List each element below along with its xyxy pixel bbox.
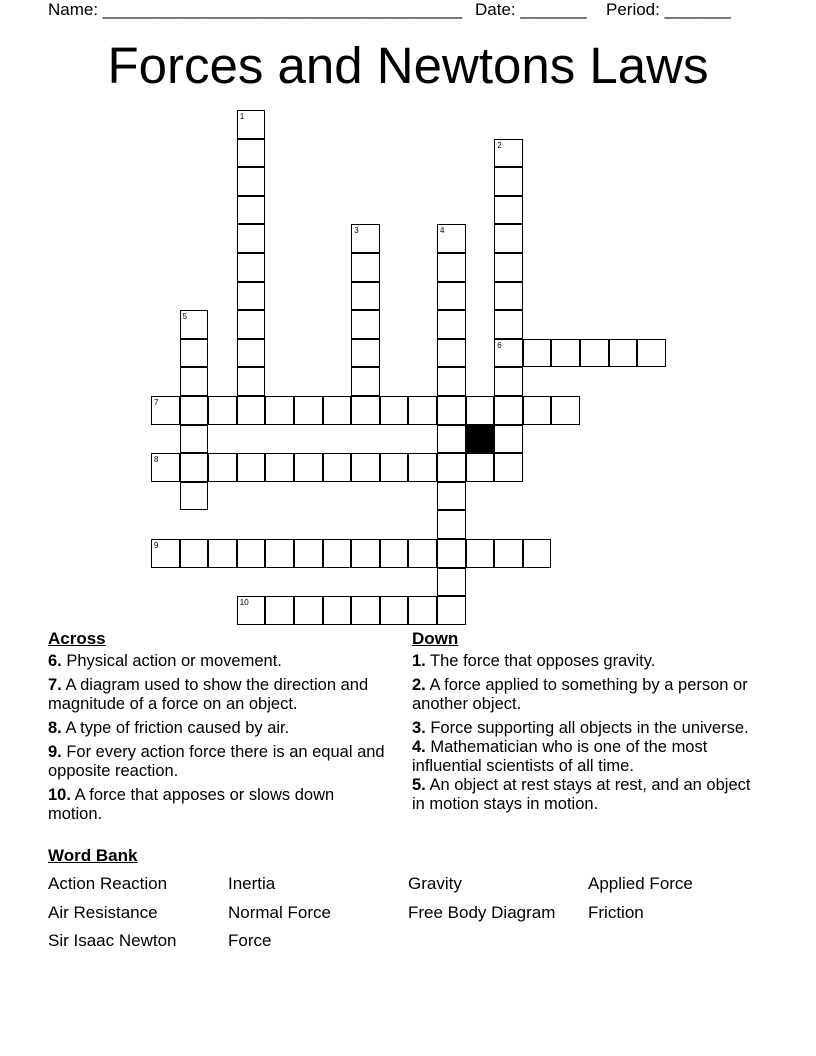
grid-cell[interactable] (180, 425, 209, 454)
grid-cell[interactable] (437, 539, 466, 568)
down-clue (412, 676, 762, 714)
grid-cell[interactable] (180, 367, 209, 396)
grid-cell[interactable] (437, 253, 466, 282)
clue-text: Force supporting all objects in the universe. (425, 719, 749, 737)
clue-text: A force that apposes or slows down motion. (48, 786, 335, 823)
grid-cell[interactable] (551, 396, 580, 425)
word-bank-item: Air Resistance (48, 903, 158, 922)
grid-cell[interactable] (208, 453, 237, 482)
grid-cell[interactable] (437, 339, 466, 368)
grid-cell[interactable] (237, 253, 266, 282)
grid-cell[interactable] (523, 539, 552, 568)
grid-cell[interactable] (323, 596, 352, 625)
grid-cell[interactable] (351, 253, 380, 282)
grid-cell[interactable] (437, 224, 466, 253)
across-clues (48, 628, 388, 829)
grid-cell[interactable] (494, 453, 523, 482)
grid-cell[interactable] (523, 396, 552, 425)
grid-cell[interactable] (208, 396, 237, 425)
clue-number: 2. (412, 676, 426, 694)
down-clue (412, 738, 762, 776)
clue-number: 5. (412, 776, 426, 794)
grid-cell[interactable] (237, 396, 266, 425)
grid-cell[interactable] (494, 253, 523, 282)
grid-cell[interactable] (351, 596, 380, 625)
word-bank-item: Friction (588, 903, 644, 922)
name-field[interactable]: Name: ______________________________________ (48, 0, 463, 19)
down-clue (412, 652, 762, 671)
clue-text: A force applied to something by a person or another object. (412, 676, 748, 713)
grid-cell[interactable] (294, 596, 323, 625)
clue-number: 9. (48, 743, 62, 761)
page-title: Forces and Newtons Laws (107, 37, 709, 94)
clue-text: For every action force there is an equal and opposite reaction. (48, 743, 385, 780)
grid-cell[interactable] (351, 396, 380, 425)
word-bank-heading: Word Bank (48, 846, 138, 865)
grid-cell[interactable] (294, 539, 323, 568)
grid-cell[interactable] (237, 310, 266, 339)
grid-cell[interactable] (265, 596, 294, 625)
clue-number-label: 4 (440, 226, 445, 236)
clue-number-label: 10 (239, 598, 249, 608)
grid-cell[interactable] (437, 482, 466, 511)
clue-number-label: 7 (154, 398, 159, 407)
word-bank-item: Inertia (228, 874, 276, 893)
across-clue (48, 786, 388, 824)
grid-cell[interactable] (180, 453, 209, 482)
grid-cell[interactable] (494, 539, 523, 568)
grid-cell[interactable] (351, 367, 380, 396)
clue-number: 4. (412, 738, 426, 756)
grid-cell[interactable] (437, 453, 466, 482)
clue-number-label: 6 (497, 340, 502, 350)
word-bank-item: Normal Force (228, 903, 331, 922)
grid-cell[interactable] (408, 596, 437, 625)
grid-cell[interactable] (494, 167, 523, 196)
grid-cell[interactable] (151, 453, 180, 482)
grid-cell[interactable] (551, 339, 580, 368)
clue-number: 7. (48, 676, 62, 694)
clue-text: A diagram used to show the direction and magnitude of a force on an object. (48, 676, 369, 713)
grid-cell[interactable] (323, 396, 352, 425)
grid-cell[interactable] (265, 539, 294, 568)
across-clue (48, 719, 388, 738)
grid-cell[interactable] (408, 396, 437, 425)
grid-cell[interactable] (180, 482, 209, 511)
grid-cell[interactable] (380, 596, 409, 625)
clue-number: 6. (48, 652, 62, 670)
clue-number-label: 5 (182, 312, 188, 322)
grid-cell[interactable] (180, 310, 209, 339)
grid-cell[interactable] (437, 510, 466, 539)
grid-cell[interactable] (437, 425, 466, 454)
grid-cell[interactable] (237, 367, 266, 396)
grid-cell[interactable] (351, 539, 380, 568)
grid-cell[interactable] (180, 339, 209, 368)
grid-cell[interactable] (437, 596, 466, 625)
word-bank-item: Force (228, 931, 272, 950)
grid-cell[interactable] (437, 568, 466, 597)
clue-number-label: 1 (239, 112, 245, 121)
grid-cell[interactable] (208, 539, 237, 568)
clue-number: 8. (48, 719, 62, 737)
grid-cell[interactable] (437, 282, 466, 311)
grid-cell[interactable] (609, 339, 638, 368)
grid-cell[interactable] (380, 396, 409, 425)
across-heading: Across (48, 629, 106, 648)
grid-cell[interactable] (351, 310, 380, 339)
grid-cell[interactable] (494, 310, 523, 339)
grid-cell[interactable] (523, 339, 552, 368)
grid-cell[interactable] (466, 539, 495, 568)
grid-cell[interactable] (637, 339, 666, 368)
grid-cell[interactable] (437, 367, 466, 396)
grid-cell[interactable] (180, 539, 209, 568)
grid-cell[interactable] (380, 453, 409, 482)
clue-number-label: 2 (497, 140, 502, 150)
down-clue (412, 776, 762, 814)
word-bank-item: Free Body Diagram (408, 903, 556, 922)
clue-number-label: 3 (354, 226, 359, 236)
clue-text: Mathematician who is one of the most influential scientists of all time. (412, 738, 708, 775)
grid-cell[interactable] (408, 539, 437, 568)
grid-cell[interactable] (494, 139, 523, 168)
clue-text: An object at rest stays at rest, and an object in motion stays in motion. (412, 776, 751, 813)
grid-cell[interactable] (466, 396, 495, 425)
grid-cell[interactable] (351, 282, 380, 311)
grid-cell[interactable] (294, 453, 323, 482)
grid-cell[interactable] (237, 539, 266, 568)
word-bank-item: Sir Isaac Newton (48, 931, 177, 950)
clue-text: The force that opposes gravity. (425, 652, 656, 670)
grid-cell[interactable] (494, 196, 523, 225)
clue-text: A type of friction caused by air. (61, 719, 290, 737)
grid-cell[interactable] (151, 396, 180, 425)
grid-cell[interactable] (380, 539, 409, 568)
grid-cell[interactable] (351, 453, 380, 482)
grid-cell[interactable] (237, 167, 266, 196)
word-bank-item: Action Reaction (48, 874, 168, 893)
clue-number: 3. (412, 719, 426, 737)
grid-cell[interactable] (494, 396, 523, 425)
word-bank-item: Gravity (408, 874, 462, 893)
grid-cell[interactable] (494, 425, 523, 454)
grid-cell[interactable] (237, 224, 266, 253)
grid-cell[interactable] (180, 396, 209, 425)
grid-cell[interactable] (294, 396, 323, 425)
grid-cell[interactable] (237, 110, 266, 139)
grid-cell[interactable] (437, 396, 466, 425)
across-clue (48, 652, 388, 671)
grid-cell[interactable] (237, 453, 266, 482)
across-clue (48, 676, 388, 714)
across-clue (48, 743, 388, 781)
grid-cell[interactable] (237, 139, 266, 168)
grid-cell[interactable] (580, 339, 609, 368)
down-heading: Down (412, 629, 459, 648)
word-bank-item: Applied Force (588, 874, 693, 893)
clue-number: 10. (48, 786, 71, 804)
grid-cell[interactable] (265, 396, 294, 425)
grid-cell[interactable] (323, 453, 352, 482)
clue-number-label: 9 (154, 541, 159, 550)
grid-cell[interactable] (494, 339, 523, 368)
clue-number-label: 8 (154, 455, 159, 465)
grid-cell[interactable] (351, 339, 380, 368)
grid-cell[interactable] (494, 282, 523, 311)
down-clue (412, 719, 762, 738)
date-field[interactable]: Date: _______ (475, 0, 587, 19)
grid-cell[interactable] (237, 196, 266, 225)
clue-number: 1. (412, 652, 426, 670)
period-field[interactable]: Period: _______ (606, 0, 731, 19)
grid-cell[interactable] (237, 282, 266, 311)
grid-cell[interactable] (151, 539, 180, 568)
grid-cell[interactable] (237, 339, 266, 368)
shaded-cell (466, 425, 495, 454)
grid-cell[interactable] (265, 453, 294, 482)
grid-cell[interactable] (323, 539, 352, 568)
clue-text: Physical action or movement. (61, 652, 282, 670)
down-clues (412, 628, 762, 819)
grid-cell[interactable] (237, 596, 266, 625)
grid-cell[interactable] (494, 367, 523, 396)
grid-cell[interactable] (408, 453, 437, 482)
grid-cell[interactable] (437, 310, 466, 339)
grid-cell[interactable] (494, 224, 523, 253)
grid-cell[interactable] (351, 224, 380, 253)
grid-cell[interactable] (466, 453, 495, 482)
